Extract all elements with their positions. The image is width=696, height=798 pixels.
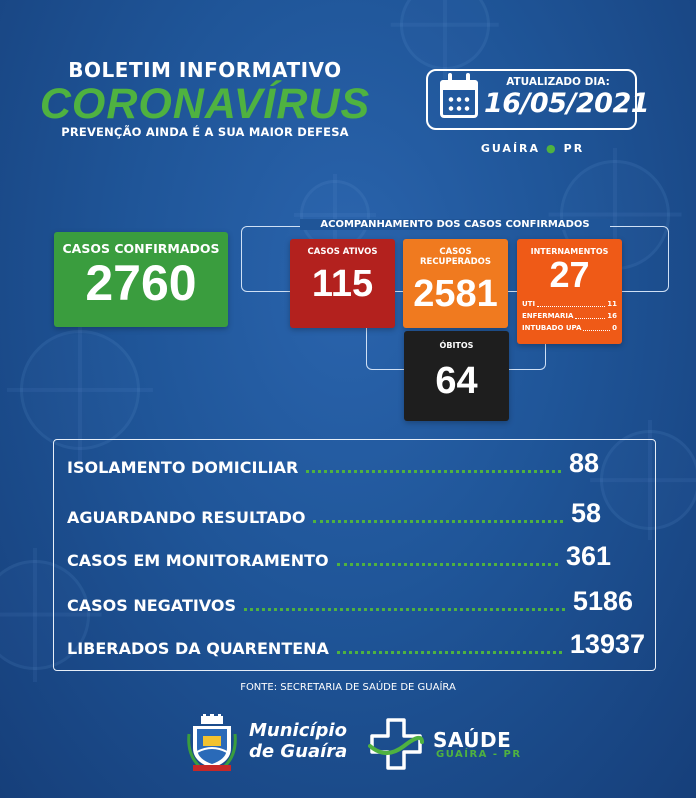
- health-dept-subtitle: GUAÍRA - PR: [436, 749, 522, 760]
- city-name: GUAÍRA: [480, 142, 541, 155]
- update-label: ATUALIZADO DIA:: [506, 76, 610, 88]
- stat-row: [67, 450, 645, 477]
- active-cases-value: 115: [311, 263, 374, 305]
- stat-row: [67, 631, 645, 658]
- confirmed-cases-card: [54, 232, 228, 327]
- municipality-line1: Município: [249, 720, 347, 741]
- stat-row: [67, 500, 645, 527]
- stat-value: 5186: [572, 586, 633, 616]
- municipality-line2: de Guaíra: [249, 741, 348, 762]
- bulletin-title: BOLETIM INFORMATIVO: [68, 58, 342, 82]
- health-dept-title: SAÚDE: [433, 728, 512, 752]
- location: [470, 142, 595, 155]
- active-cases-card: [290, 239, 395, 328]
- prevention-slogan: PREVENÇÃO AINDA É A SUA MAIOR DEFESA: [61, 125, 349, 139]
- source-note: FONTE: SECRETARIA DE SAÚDE DE GUAÍRA: [240, 682, 456, 693]
- hospitalized-row-value: 11: [607, 300, 617, 308]
- hospitalized-value: 27: [549, 254, 590, 295]
- confirmed-cases-label: CASOS CONFIRMADOS: [62, 241, 220, 256]
- hospitalized-row-name: INTUBADO UPA: [522, 324, 582, 332]
- stat-row: [67, 543, 645, 570]
- city-crest-icon: [187, 714, 237, 772]
- stat-value: 58: [570, 498, 601, 528]
- stat-name: AGUARDANDO RESULTADO: [67, 508, 306, 527]
- confirmed-cases-value: 2760: [85, 255, 197, 311]
- hospitalized-label: INTERNAMENTOS: [530, 247, 609, 256]
- recovered-cases-label: CASOS RECUPERADOS: [419, 247, 492, 267]
- hospitalized-row-value: 0: [612, 324, 617, 332]
- hospitalized-row-value: 16: [607, 312, 617, 320]
- update-date: 16/05/2021: [484, 88, 650, 119]
- hospitalized-row: [522, 298, 617, 310]
- recovered-cases-card: [403, 239, 508, 328]
- stat-name: ISOLAMENTO DOMICILIAR: [67, 458, 299, 477]
- stat-value: 88: [568, 448, 599, 478]
- hospitalized-breakdown: [522, 298, 617, 334]
- hospitalized-row-name: ENFERMARIA: [522, 312, 574, 320]
- monitoring-title: ACOMPANHAMENTO DOS CASOS CONFIRMADOS: [300, 219, 610, 230]
- hospitalized-row-name: UTI: [522, 300, 536, 308]
- deaths-value: 64: [435, 360, 478, 402]
- hospitalized-card: [517, 239, 622, 344]
- coronavirus-title: CORONAVÍRUS: [39, 80, 371, 128]
- stat-name: LIBERADOS DA QUARENTENA: [67, 639, 329, 658]
- active-cases-label: CASOS ATIVOS: [307, 247, 378, 257]
- calendar-icon: [440, 80, 478, 118]
- recovered-cases-value: 2581: [413, 273, 498, 315]
- stat-value: 13937: [569, 629, 645, 659]
- stat-name: CASOS NEGATIVOS: [67, 596, 237, 615]
- stat-row: [67, 588, 645, 615]
- stat-name: CASOS EM MONITORAMENTO: [67, 551, 329, 570]
- state-name: PR: [563, 142, 585, 155]
- virus-decoration: [20, 330, 140, 450]
- hospitalized-row: [522, 322, 617, 334]
- health-cross-icon: [368, 716, 424, 772]
- deaths-label: ÓBITOS: [439, 341, 474, 350]
- deaths-card: [404, 331, 509, 421]
- hospitalized-row: [522, 310, 617, 322]
- separator-dot-icon: ●: [546, 142, 558, 155]
- stat-value: 361: [565, 541, 611, 571]
